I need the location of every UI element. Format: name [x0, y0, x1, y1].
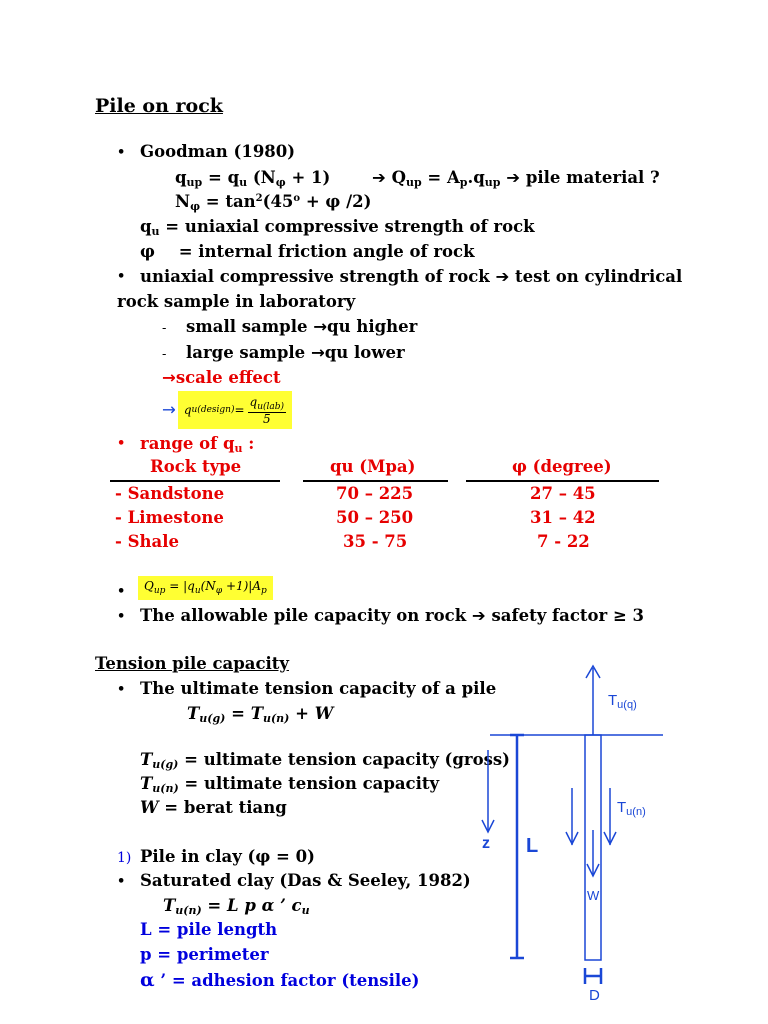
design-formula: → q u(design) = $q_{u(lab)}$ 5 [162, 391, 292, 429]
definition-l: L = pile length [140, 920, 278, 939]
small-sample: small sample →qu higher [186, 317, 418, 336]
table-row-phi: 31 – 42 [530, 508, 596, 527]
definition-phi: φ = internal friction angle of rock [140, 242, 475, 261]
table-row-rock: - Limestone [115, 508, 224, 527]
figure-label-z: z [482, 835, 490, 852]
page-title: Pile on rock [95, 95, 223, 117]
table-row-qu: 35 - 75 [343, 532, 408, 551]
column-qu: qu (Mpa) [330, 457, 416, 476]
arrow-right-icon: → [313, 317, 328, 336]
figure-label-tun: $T_{u(n)}$ [617, 799, 646, 818]
table-row-qu: 70 – 225 [336, 484, 414, 503]
ucs-line-2: rock sample in laboratory [117, 292, 356, 311]
range-heading: range of $q_u$ : [140, 434, 255, 455]
table-row-rock: - Sandstone [115, 484, 225, 503]
table-row-phi: 27 – 45 [530, 484, 596, 503]
ucs-line-1: uniaxial compressive strength of rock ➔ test on cylindrical [140, 267, 683, 286]
arrow-right-icon: → [310, 343, 325, 362]
goodman-equation-1: $q_{up} = q_u$ $(N_\varphi + 1)$ [175, 168, 331, 189]
definition-tug: $T_{u(g)}$ = ultimate tension capacity (gross) [140, 750, 510, 771]
column-phi: φ (degree) [512, 457, 612, 476]
figure-label-w: W [587, 888, 600, 903]
dash: - [162, 347, 167, 362]
table-row-phi: 7 - 22 [537, 532, 590, 551]
saturated-equation: $T_{u(n)} = L$ p α ’ $c_u$ [163, 896, 310, 917]
arrow-right-icon: → [162, 368, 176, 387]
table-rule [110, 480, 280, 482]
list-number: 1) [117, 850, 132, 866]
bullet-icon: • [117, 269, 126, 284]
goodman-equation-2: $N_\varphi = \tan^2(45^o + \varphi$ /2) [175, 192, 372, 213]
definition-tun: $T_{u(n)}$ = ultimate tension capacity [140, 774, 440, 795]
figure-label-l: L [526, 835, 539, 857]
arrow-right-icon: → [162, 399, 176, 419]
arrow-right-icon: ➔ [471, 606, 486, 625]
tension-heading: Tension pile capacity [95, 654, 289, 673]
tension-equation: $T_{u(g)} = T_{u(n)} + W$ [187, 704, 334, 725]
definition-alpha: α ’ = adhesion factor (tensile) [140, 969, 420, 991]
table-rule [303, 480, 448, 482]
arrow-right-icon: ➔ [506, 168, 521, 187]
goodman-heading: Goodman (1980) [140, 142, 296, 161]
definition-w: W = berat tiang [140, 798, 287, 817]
table-row-rock: - Shale [115, 532, 179, 551]
saturated-clay: Saturated clay (Das & Seeley, 1982) [140, 871, 471, 890]
goodman-equation-1-result: ➔ $Q_{up} = A_p.q_{up}$ ➔ pile material ? [372, 168, 660, 189]
bullet-icon: • [117, 584, 126, 599]
qup-formula: $Q_{up} = |q_u(N_\varphi +1)|A_p$ [138, 576, 273, 600]
bullet-icon: • [117, 436, 126, 451]
definition-qu: $q_u$ = uniaxial compressive strength of rock [140, 217, 535, 238]
figure-label-tuq: $T_{u(q)}$ [608, 692, 637, 711]
bullet-icon: • [117, 874, 126, 889]
bullet-icon: • [117, 682, 126, 697]
scale-effect: →scale effect [162, 368, 281, 387]
bullet-icon: • [117, 609, 126, 624]
definition-p: p = perimeter [140, 945, 269, 964]
large-sample: large sample →qu lower [186, 343, 405, 362]
pile-diagram [460, 660, 700, 1010]
ultimate-tension: The ultimate tension capacity of a pile [140, 679, 497, 698]
arrow-right-icon: ➔ [372, 168, 386, 187]
figure-label-d: D [589, 987, 600, 1004]
table-rule [466, 480, 659, 482]
bullet-icon: • [117, 145, 126, 160]
table-row-qu: 50 – 250 [336, 508, 414, 527]
pile-in-clay: Pile in clay (φ = 0) [140, 847, 315, 866]
dash: - [162, 321, 167, 336]
column-rock-type: Rock type [150, 457, 242, 476]
arrow-right-icon: ➔ [495, 267, 510, 286]
allowable-capacity: The allowable pile capacity on rock ➔ safety factor ≥ 3 [140, 606, 644, 625]
